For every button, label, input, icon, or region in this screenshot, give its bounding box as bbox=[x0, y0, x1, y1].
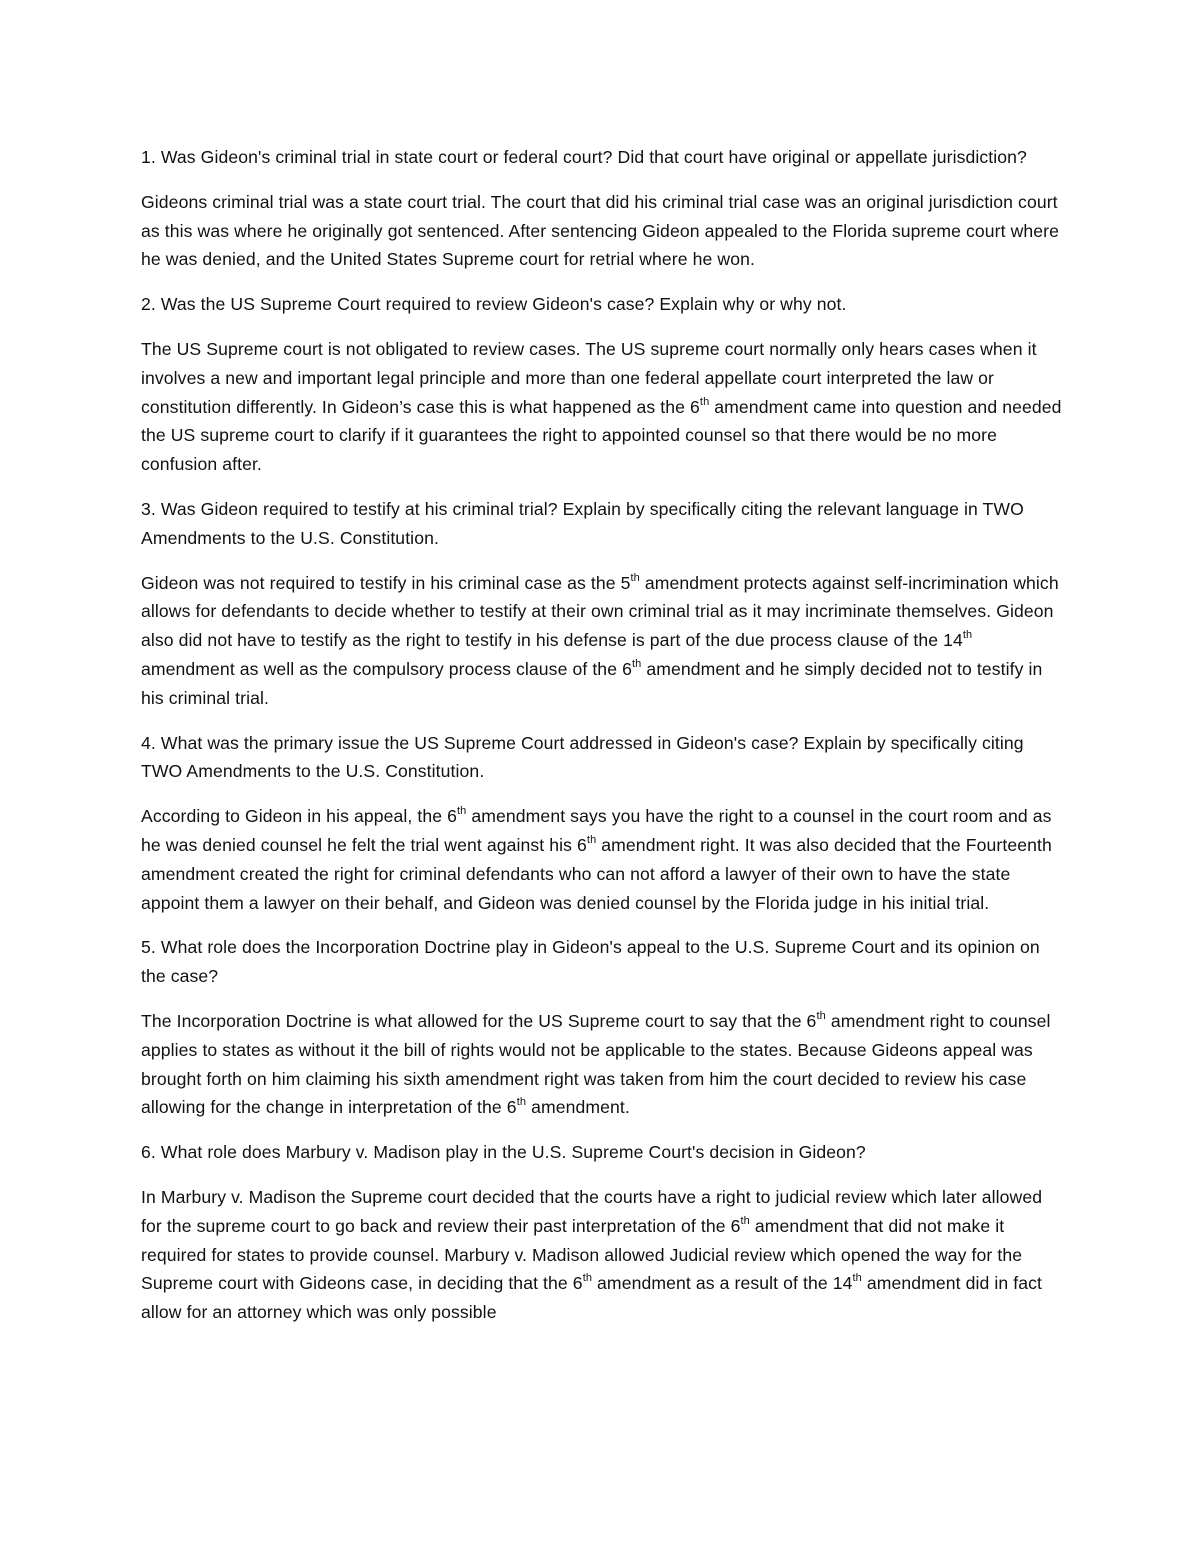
answer-5-text: amendment right to counsel applies to states as without it the bill of rights would not be applicable to the states. Because Gideons appeal was brought forth on him claiming his sixth amendment right was taken from him the court decided to review his case allowing for the change in interpretation of the 6 bbox=[141, 1010, 1051, 1118]
answer-4 bbox=[141, 802, 1066, 917]
superscript-ordinal: th bbox=[457, 805, 467, 818]
question-5 bbox=[141, 933, 1066, 991]
question-4 bbox=[141, 729, 1066, 787]
question-6 bbox=[141, 1138, 1066, 1167]
question-5-text: 5. What role does the Incorporation Doctrine play in Gideon's appeal to the U.S. Supreme Court and its opinion on the case? bbox=[141, 937, 1040, 987]
superscript-ordinal: th bbox=[586, 834, 597, 847]
answer-3-text: amendment as well as the compulsory process clause of the 6 bbox=[141, 658, 632, 679]
question-2 bbox=[141, 290, 1066, 319]
answer-2-text: amendment came into question and needed the US supreme court to clarify if it guarantees the right to appointed counsel so that there would be no more confusion after. bbox=[141, 396, 1062, 475]
answer-4-text: amendment right. It was also decided that the Fourteenth amendment created the right for criminal defendants who can not afford a lawyer of their own to have the state appoint them a lawyer on their behalf, and Gideon was denied counsel by the Florida judge in his initial trial. bbox=[141, 834, 1052, 913]
answer-5-text: The Incorporation Doctrine is what allowed for the US Supreme court to say that the 6 bbox=[141, 1010, 817, 1031]
document-body bbox=[141, 143, 1066, 1343]
question-3 bbox=[141, 495, 1066, 553]
answer-5 bbox=[141, 1007, 1066, 1122]
question-6-text: 6. What role does Marbury v. Madison play in the U.S. Supreme Court's decision in Gideon? bbox=[141, 1142, 866, 1163]
superscript-ordinal: th bbox=[631, 658, 642, 671]
answer-6 bbox=[141, 1183, 1066, 1327]
question-2-text: 2. Was the US Supreme Court required to review Gideon's case? Explain why or why not. bbox=[141, 294, 847, 315]
superscript-ordinal: th bbox=[582, 1272, 593, 1285]
superscript-ordinal: th bbox=[630, 571, 640, 584]
answer-6-text: amendment as a result of the 14 bbox=[592, 1273, 853, 1294]
answer-6-text: In Marbury v. Madison the Supreme court decided that the courts have a right to judicial review which later allowed for the supreme court to go back and review their past interpretation of the 6 bbox=[141, 1186, 1043, 1236]
question-4-text: 4. What was the primary issue the US Supreme Court addressed in Gideon's case? Explain by specifically citing TWO Amendments to the U.S. Constitution. bbox=[141, 732, 1024, 782]
answer-2-text: The US Supreme court is not obligated to review cases. The US supreme court normally only hears cases when it involves a new and important legal principle and more than one federal appellate court interpreted the law or constitution differently. In Gideon’s case this is what happened as the 6 bbox=[141, 338, 1037, 417]
question-3-text: 3. Was Gideon required to testify at his criminal trial? Explain by specifically citing the relevant language in TWO Amendments to the U.S. Constitution. bbox=[141, 498, 1024, 548]
question-1-text: 1. Was Gideon's criminal trial in state court or federal court? Did that court have original or appellate jurisdiction? bbox=[141, 147, 1027, 167]
answer-3-text: Gideon was not required to testify in his criminal case as the 5 bbox=[141, 572, 631, 593]
answer-1 bbox=[141, 188, 1066, 274]
superscript-ordinal: th bbox=[516, 1096, 527, 1109]
answer-1-text: Gideons criminal trial was a state court trial. The court that did his criminal trial case was an original jurisdiction court as this was where he originally got sentenced. After sentencing Gideon appealed to the Florida supreme court where he was denied, and the United States Supreme court for retrial where he won. bbox=[141, 191, 1060, 270]
superscript-ordinal: th bbox=[816, 1010, 826, 1023]
answer-3-text: amendment and he simply decided not to testify in his criminal trial. bbox=[141, 658, 1043, 708]
answer-6-text: amendment that did not make it required for states to provide counsel. Marbury v. Madison allowed Judicial review which opened the way for the Supreme court with Gideons case, in deciding that the 6 bbox=[141, 1215, 1023, 1294]
question-1 bbox=[141, 143, 1066, 172]
superscript-ordinal: th bbox=[699, 395, 710, 408]
answer-2 bbox=[141, 335, 1066, 479]
superscript-ordinal: th bbox=[962, 629, 973, 642]
answer-4-text: According to Gideon in his appeal, the 6 bbox=[141, 806, 458, 827]
answer-3-text: amendment protects against self-incrimination which allows for defendants to decide whether to testify at their own criminal trial as it may incriminate themselves. Gideon also did not have to testify as the right to testify in his defense is part of the due process clause of the 14 bbox=[141, 572, 1059, 651]
superscript-ordinal: th bbox=[852, 1272, 862, 1285]
superscript-ordinal: th bbox=[740, 1214, 750, 1227]
answer-5-text: amendment. bbox=[526, 1097, 630, 1118]
answer-4-text: amendment says you have the right to a counsel in the court room and as he was denied counsel he felt the trial went against his 6 bbox=[141, 806, 1052, 855]
answer-3 bbox=[141, 569, 1066, 713]
answer-6-text: amendment did in fact allow for an attorney which was only possible bbox=[141, 1273, 1043, 1323]
